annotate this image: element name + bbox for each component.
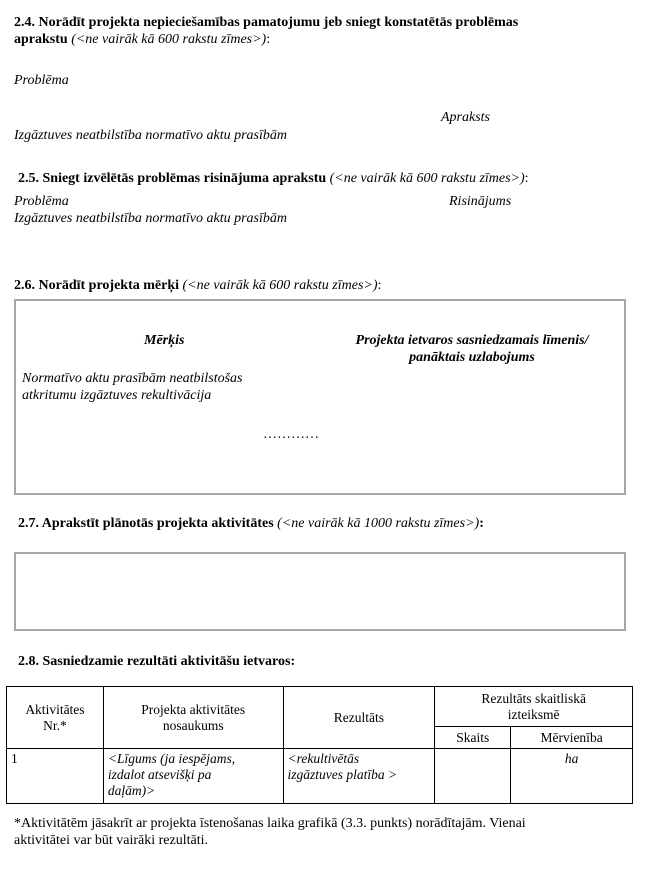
section-2-4-title: 2.4. Norādīt projekta nepieciešamības pamatojumu jeb sniegt konstatētās problēmas <box>14 15 519 30</box>
level-header-line-1: Projekta ietvaros sasniedzamais līmenis/ <box>355 333 589 348</box>
cell-activity-name-line-3: daļām)> <box>107 783 156 798</box>
header-activity-name-line-2: nosaukums <box>162 717 224 733</box>
header-activity-nr-line-2: Nr.* <box>43 717 67 733</box>
goals-column-header: Mērķis <box>144 333 185 348</box>
section-2-5-heading <box>18 170 529 187</box>
section-2-4-colon: : <box>266 32 271 47</box>
section-2-7-title: 2.7. Aprakstīt plānotās projekta aktivitātes <box>18 516 274 531</box>
section-2-4-description-label: Apraksts <box>441 110 490 125</box>
header-quantitative-line-2: izteiksmē <box>507 706 560 722</box>
header-unit: Mērvienība <box>511 727 633 749</box>
cell-result-line-2: izgāztuves platība > <box>287 767 398 782</box>
footnote <box>14 815 639 849</box>
header-quantitative <box>435 687 633 727</box>
section-2-7-heading <box>18 515 484 532</box>
results-table <box>6 686 633 804</box>
footnote-line-2: aktivitātei var būt vairāki rezultāti. <box>14 833 208 848</box>
table-row <box>7 749 633 804</box>
header-activity-name-line-1: Projekta aktivitātes <box>141 701 246 717</box>
section-2-6-heading <box>14 277 381 294</box>
cell-result-line-1: <rekultivētās <box>287 751 360 766</box>
cell-activity-nr: 1 <box>7 749 104 804</box>
cell-result[interactable] <box>283 749 435 804</box>
header-activity-nr <box>7 687 104 749</box>
section-2-7-limit-note: (<ne vairāk kā 1000 rakstu zīmes>) <box>277 516 480 531</box>
section-2-5-colon: : <box>524 171 529 186</box>
section-2-5-problem-label: Problēma <box>14 194 69 209</box>
section-2-8-heading: 2.8. Sasniedzamie rezultāti aktivitāšu ietvaros: <box>18 654 296 669</box>
section-2-6-colon: : <box>377 278 382 293</box>
header-quantitative-line-1: Rezultāts skaitliskā <box>481 690 586 706</box>
cell-activity-name[interactable] <box>103 749 283 804</box>
header-result: Rezultāts <box>283 687 435 749</box>
cell-unit[interactable]: ha <box>511 749 633 804</box>
section-2-5-solution-label: Risinājums <box>449 194 512 209</box>
section-2-5-title: 2.5. Sniegt izvēlētās problēmas risinājuma aprakstu <box>18 171 327 186</box>
section-2-6-limit-note: (<ne vairāk kā 600 rakstu zīmes>) <box>182 278 378 293</box>
results-header-row <box>7 687 633 727</box>
goal-line-1: Normatīvo aktu prasībām neatbilstošas <box>22 371 243 386</box>
section-2-5-problem-text: Izgāztuves neatbilstība normatīvo aktu prasībām <box>14 211 287 226</box>
section-2-4-limit-note: (<ne vairāk kā 600 rakstu zīmes>) <box>71 32 267 47</box>
section-2-6-title: 2.6. Norādīt projekta mērķi <box>14 278 179 293</box>
section-2-5-limit-note: (<ne vairāk kā 600 rakstu zīmes>) <box>329 171 525 186</box>
cell-activity-name-line-2: izdalot atsevišķi pa <box>107 767 212 782</box>
level-column-header <box>322 332 622 366</box>
goals-ellipsis: ………… <box>263 427 319 442</box>
section-2-4-problem-label: Problēma <box>14 73 69 88</box>
header-activity-name <box>103 687 283 749</box>
section-2-4-title-cont: aprakstu <box>14 32 68 47</box>
cell-activity-name-line-1: <Līgums (ja iespējams, <box>107 751 236 766</box>
goal-line-2: atkritumu izgāztuves rekultivācija <box>22 388 212 403</box>
header-activity-nr-line-1: Aktivitātes <box>25 701 85 717</box>
section-2-4-heading <box>14 14 639 48</box>
section-2-4-problem-text: Izgāztuves neatbilstība normatīvo aktu prasībām <box>14 128 287 143</box>
cell-count[interactable] <box>435 749 511 804</box>
header-count: Skaits <box>435 727 511 749</box>
section-2-7-colon: : <box>479 516 484 531</box>
level-header-line-2: panāktais uzlabojums <box>409 350 535 365</box>
activities-box[interactable] <box>14 552 626 631</box>
goal-text <box>22 370 243 404</box>
footnote-line-1: *Aktivitātēm jāsakrīt ar projekta īstenošanas laika grafikā (3.3. punkts) norādītajām. Vienai <box>14 816 526 831</box>
